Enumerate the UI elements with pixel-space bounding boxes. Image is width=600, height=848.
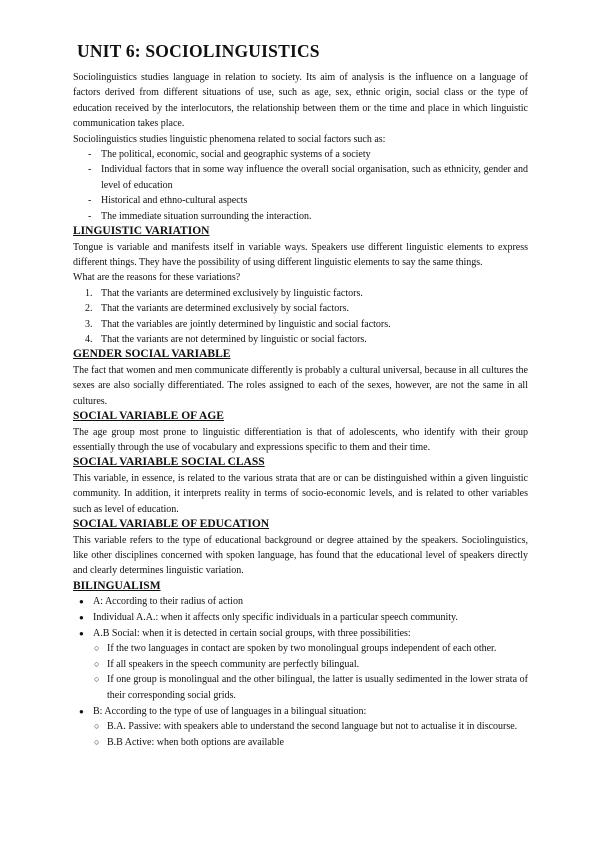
bullet-icon: ● — [79, 597, 84, 607]
social-class-paragraph: This variable, in essence, is related to the various strata that are or can be distinguished within a given linguistic community. In addition, it interprets reality in terms of socio-economic levels, and is related to other variables such as level of education. — [73, 472, 528, 515]
list-number: 3. — [85, 318, 93, 330]
list-text: That the variants are determined exclusively by social factors. — [101, 303, 349, 315]
sub-list-item — [93, 735, 528, 751]
document-page — [73, 40, 528, 750]
gender-paragraph: The fact that women and men communicate differently is probably a cultural universal, because in all cultures the sexes are also socially differentiated. The roles assigned to each of the sexes, however, are not the same in all cultures. — [73, 364, 528, 407]
circle-bullet-icon: ○ — [94, 658, 100, 669]
heading-gender: GENDER SOCIAL VARIABLE — [73, 348, 231, 361]
list-item: - The political, economic, social and geographic systems of a society — [73, 147, 528, 162]
list-item — [73, 704, 528, 751]
list-text: A: According to their radius of action — [93, 596, 243, 608]
heading-social-class: SOCIAL VARIABLE SOCIAL CLASS — [73, 456, 265, 469]
variation-paragraph: Tongue is variable and manifests itself in variable ways. Speakers use different linguistic elements to express different things. They have the possibility of using different linguistic elements to say the same things. — [73, 241, 528, 268]
list-text: If the two languages in contact are spoken by two monolingual groups independent of each other. — [107, 643, 497, 655]
list-text: That the variants are determined exclusively by linguistic factors. — [101, 287, 363, 299]
list-number: 1. — [85, 287, 93, 299]
heading-bilingualism: BILINGUALISM — [73, 579, 161, 592]
list-text: If one group is monolingual and the other bilingual, the latter is usually sedimented in the lower strata of their corresponding social grids. — [107, 674, 528, 701]
sub-list-item — [93, 657, 528, 673]
usage-types-list — [93, 719, 528, 750]
list-item — [73, 594, 528, 610]
age-paragraph: The age group most prone to linguistic differentiation is that of adolescents, who identify with their group essentially through the use of vocabulary and expressions specific to them and their time. — [73, 426, 528, 454]
circle-bullet-icon: ○ — [94, 736, 100, 747]
bilingualism-list — [73, 594, 528, 750]
intro-paragraph: Sociolinguistics studies language in relation to society. Its aim of analysis is the influence on a language of factors derived from different situations of use, such as age, sex, ethnic origin, social class or the type of education received by the interlocutors, the relationship between them or the time and place in which linguistic communication takes place. — [73, 72, 528, 130]
page-title: UNIT 6: SOCIOLINGUISTICS — [77, 41, 320, 61]
list-text: A.B Social: when it is detected in certain social groups, with three possibilities: — [93, 627, 411, 639]
list-item — [73, 610, 528, 626]
sub-list-item — [93, 641, 528, 657]
social-possibilities-list — [93, 641, 528, 703]
list-item — [73, 626, 528, 704]
circle-bullet-icon: ○ — [94, 643, 100, 654]
list-text: B.B Active: when both options are available — [107, 736, 284, 748]
list-item — [73, 332, 528, 347]
list-number: 4. — [85, 334, 93, 345]
bullet-icon: ● — [79, 612, 84, 622]
sub-list-item — [93, 719, 528, 735]
bullet-icon: ● — [79, 628, 84, 638]
list-text: Individual A.A.: when it affects only specific individuals in a particular speech community. — [93, 611, 458, 623]
list-item — [73, 301, 528, 316]
heading-linguistic-variation: LINGUISTIC VARIATION — [73, 225, 210, 238]
list-text: That the variants are not determined by linguistic or social factors. — [101, 334, 367, 345]
education-paragraph: This variable refers to the type of educational background or degree attained by the speakers. Sociolinguistics, like other disciplines concerned with spoken language, has found that the educational level of speakers directly and clearly determines linguistic variation. — [73, 534, 528, 577]
list-item — [73, 286, 528, 301]
list-item: - The immediate situation surrounding the interaction. — [73, 209, 528, 224]
circle-bullet-icon: ○ — [94, 721, 100, 732]
factors-list — [73, 147, 528, 224]
list-item: - Individual factors that in some way influence the overall social organisation, such as ethnicity, gender and level of education — [73, 162, 528, 193]
list-item: - Historical and ethno-cultural aspects — [73, 193, 528, 208]
list-text: B: According to the type of use of languages in a bilingual situation: — [93, 705, 367, 717]
intro-factors-lead: Sociolinguistics studies linguistic phenomena related to social factors such as: — [73, 133, 386, 145]
list-number: 2. — [85, 303, 93, 315]
bullet-icon: ● — [79, 706, 84, 716]
list-item — [73, 317, 528, 332]
list-text: That the variables are jointly determined by linguistic and social factors. — [101, 318, 391, 330]
list-text: B.A. Passive: with speakers able to understand the second language but not to actualise it in discourse. — [107, 721, 518, 733]
variation-question: What are the reasons for these variations? — [73, 272, 241, 284]
heading-age: SOCIAL VARIABLE OF AGE — [73, 410, 224, 423]
circle-bullet-icon: ○ — [94, 674, 100, 685]
reasons-list — [73, 286, 528, 348]
list-text: If all speakers in the speech community are perfectly bilingual. — [107, 658, 360, 670]
heading-education: SOCIAL VARIABLE OF EDUCATION — [73, 518, 270, 531]
sub-list-item — [93, 672, 528, 703]
